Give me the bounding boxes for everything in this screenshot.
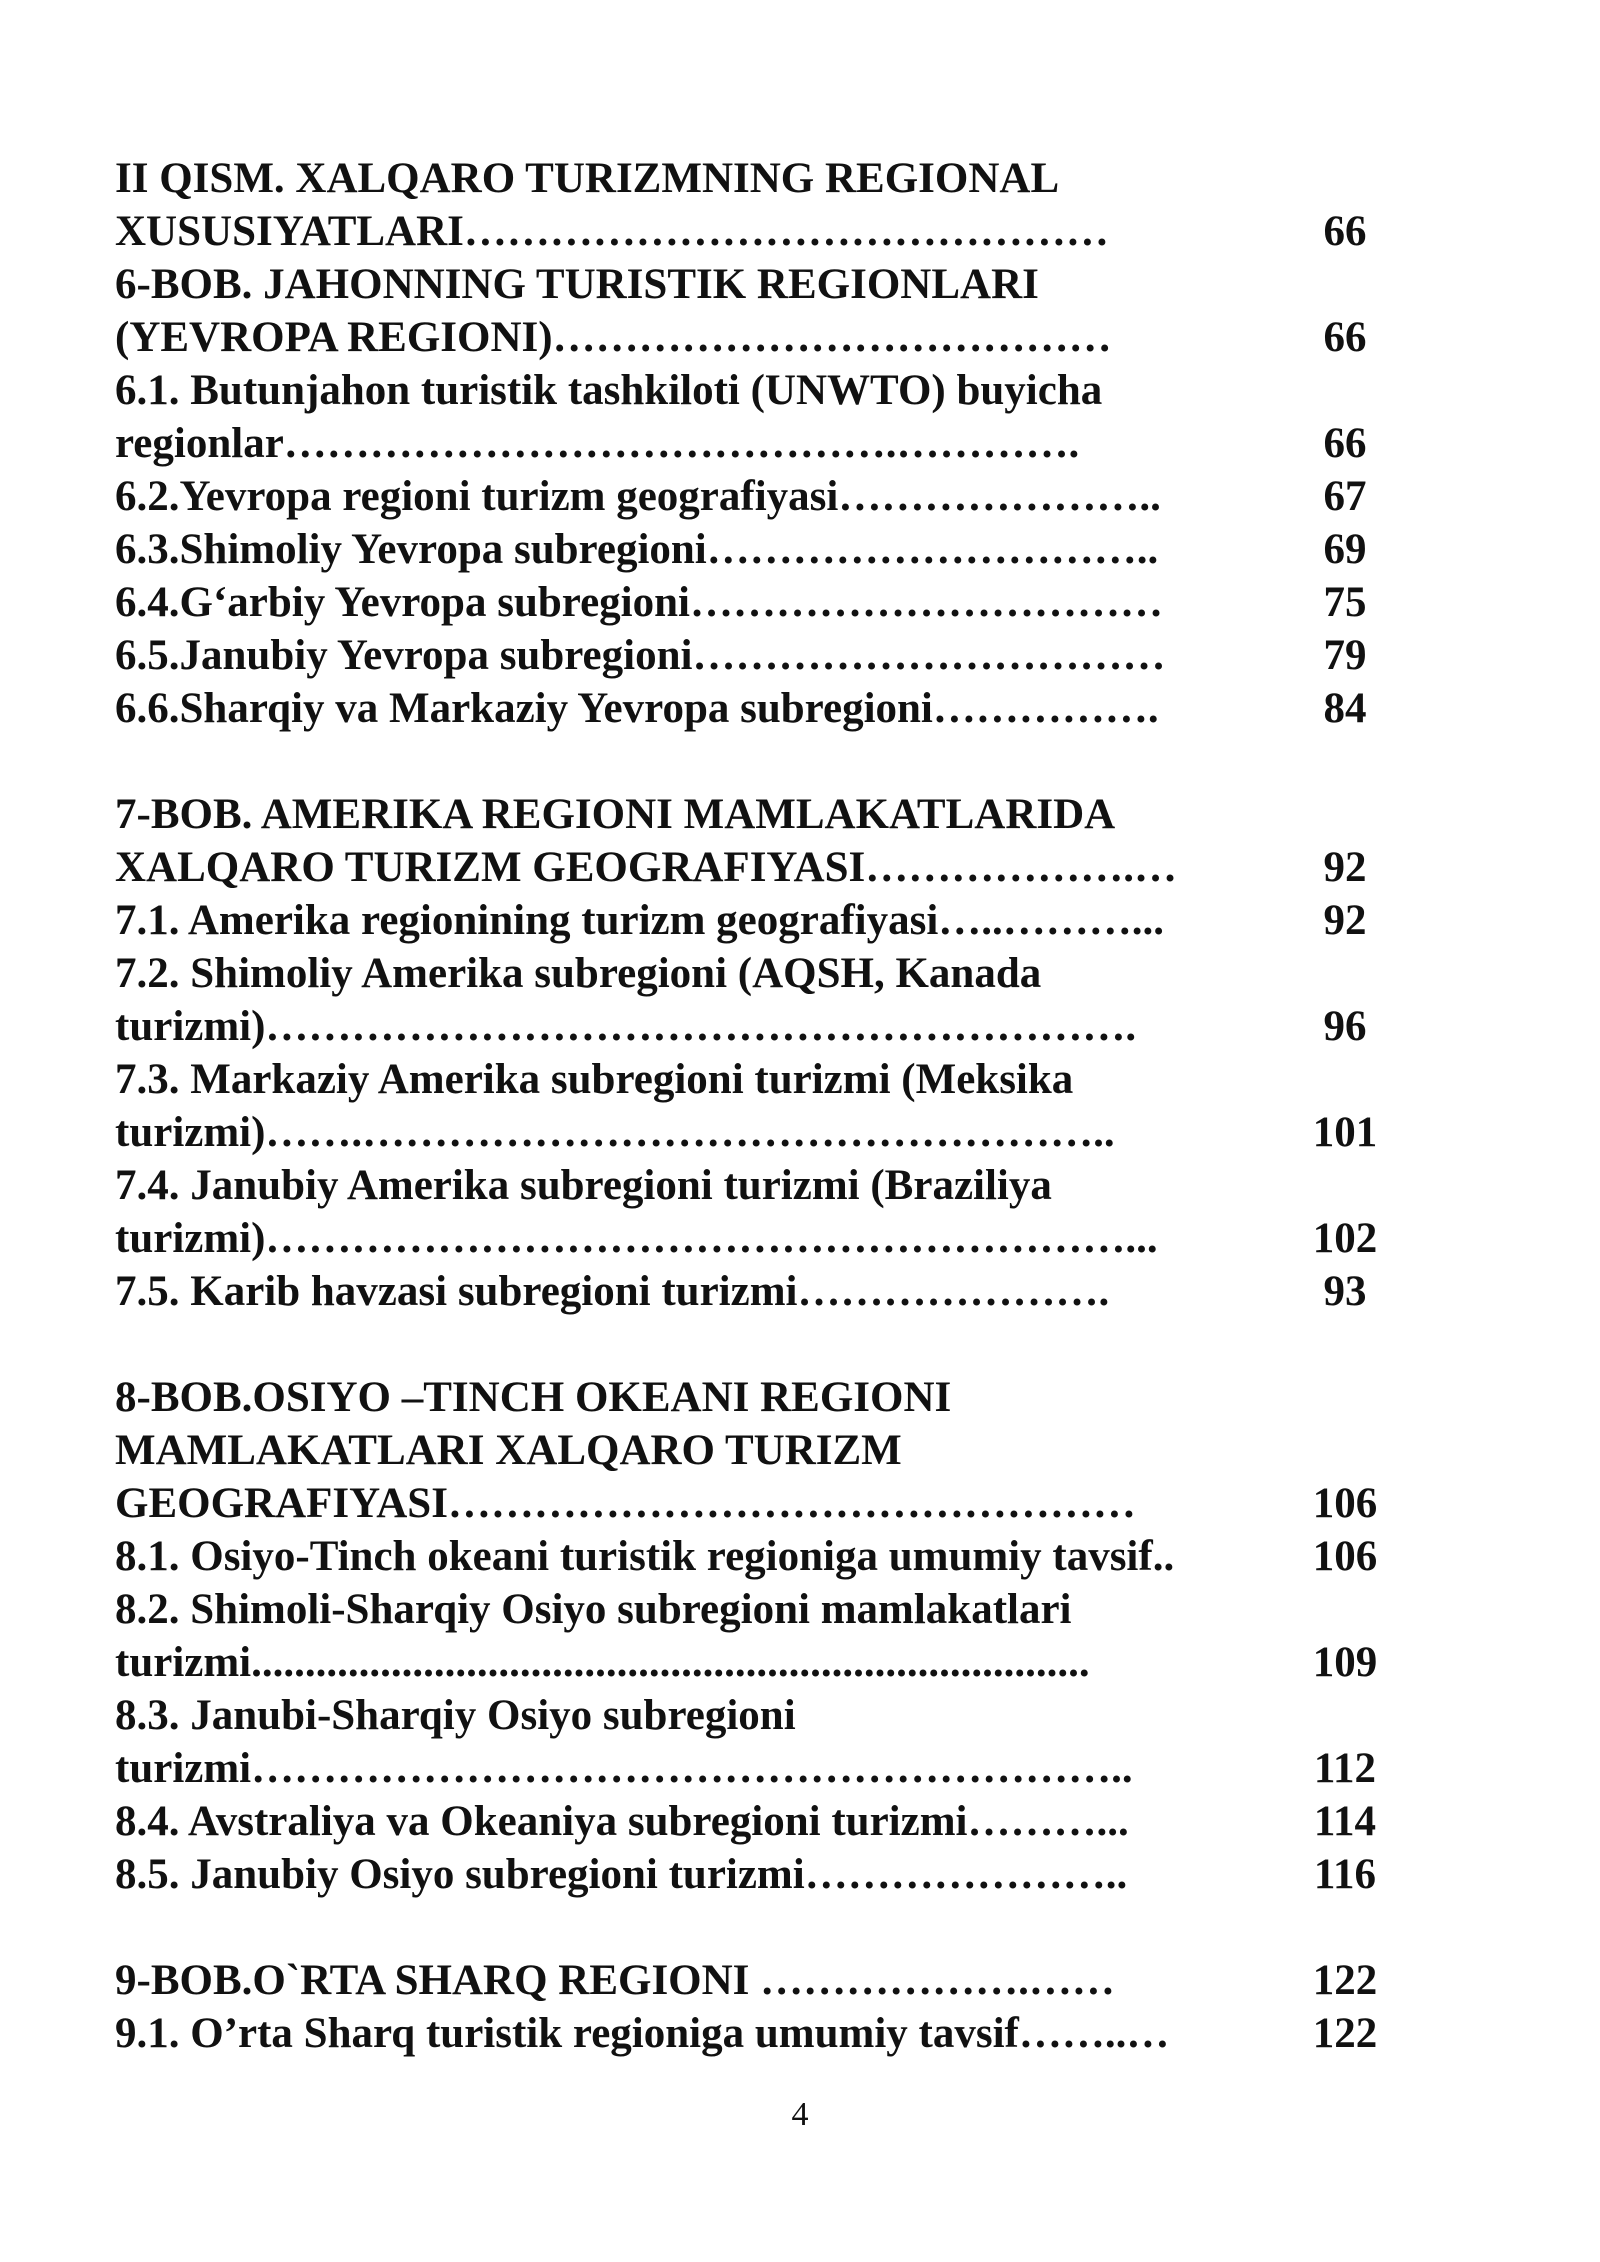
toc-entry — [115, 205, 1385, 258]
toc-entry — [115, 1583, 1385, 1636]
toc-entry — [115, 311, 1385, 364]
toc-entry — [115, 1053, 1385, 1106]
toc-entry-title: 6.4.G‘arbiy Yevropa subregioni…………………………… — [115, 579, 1163, 626]
toc-entry — [115, 1742, 1385, 1795]
toc-entry-title: 6-BOB. JAHONNING TURISTIK REGIONLARI — [115, 261, 1039, 308]
toc-entry — [115, 152, 1385, 205]
toc-entry — [115, 470, 1385, 523]
toc-entry-title: 7.4. Janubiy Amerika subregioni turizmi (Braziliya — [115, 1162, 1052, 1209]
toc-entry — [115, 947, 1385, 1000]
toc-entry-page: 102 — [1312, 1215, 1378, 1262]
toc-entry-page: 114 — [1313, 1798, 1377, 1845]
toc-entry-title: turizmi)…….…………………………………………….. — [115, 1109, 1115, 1156]
toc-entry-page: 93 — [1323, 1268, 1367, 1315]
toc-entry-title: GEOGRAFIYASI………………………………………… — [115, 1480, 1136, 1527]
toc-entry-page: 75 — [1323, 579, 1367, 626]
toc-entry — [115, 258, 1385, 311]
toc-entry — [115, 1424, 1385, 1477]
toc-entry-page: 122 — [1312, 2010, 1378, 2057]
toc-entry-title: XUSUSIYATLARI……………………………………… — [115, 208, 1109, 255]
toc-entry — [115, 788, 1385, 841]
toc-entry-page: 66 — [1323, 420, 1367, 467]
section-gap — [115, 1901, 1385, 1954]
toc-entry-page: 79 — [1323, 632, 1367, 679]
toc-entry — [115, 1636, 1385, 1689]
toc-entry-title: 8.4. Avstraliya va Okeaniya subregioni turizmi………... — [115, 1798, 1129, 1845]
toc-entry-title: (YEVROPA REGIONI)………………………………… — [115, 314, 1112, 361]
toc-entry-title: turizmi.............................................................................. — [115, 1639, 1090, 1686]
toc-entry — [115, 417, 1385, 470]
toc-entry-title: 6.5.Janubiy Yevropa subregioni…………………………… — [115, 632, 1166, 679]
toc-entry — [115, 1265, 1385, 1318]
toc-entry — [115, 1954, 1385, 2007]
toc-entry-page: 67 — [1323, 473, 1367, 520]
toc-entry — [115, 629, 1385, 682]
toc-entry — [115, 682, 1385, 735]
toc-entry-title: 8.2. Shimoli-Sharqiy Osiyo subregioni mamlakatlari — [115, 1586, 1072, 1633]
toc-entry-title: turizmi)……………………………………………………... — [115, 1215, 1158, 1262]
toc-entry-title: 9.1. O’rta Sharq turistik regioniga umumiy tavsif……..… — [115, 2010, 1170, 2057]
toc-entry-page: 92 — [1323, 897, 1367, 944]
toc-entry-page: 101 — [1312, 1109, 1378, 1156]
toc-entry — [115, 1477, 1385, 1530]
toc-entry-title: 8-BOB.OSIYO –TINCH OKEANI REGIONI — [115, 1374, 952, 1421]
toc-entry-title: turizmi…………………………………………………….. — [115, 1745, 1133, 1792]
toc-entry-page: 116 — [1313, 1851, 1377, 1898]
toc-entry-title: 6.2.Yevropa regioni turizm geografiyasi………………….. — [115, 473, 1161, 520]
toc-entry-page: 84 — [1323, 685, 1367, 732]
toc-entry — [115, 1212, 1385, 1265]
toc-entry-title: 7.5. Karib havzasi subregioni turizmi…………………. — [115, 1268, 1110, 1315]
toc-entry — [115, 1000, 1385, 1053]
toc-entry-page: 106 — [1312, 1480, 1378, 1527]
toc-entry-title: 7.1. Amerika regionining turizm geografiyasi…..………... — [115, 897, 1165, 944]
toc-entry-title: 8.3. Janubi-Sharqiy Osiyo subregioni — [115, 1692, 796, 1739]
toc-entry-page: 66 — [1323, 314, 1367, 361]
toc-entry — [115, 1371, 1385, 1424]
toc-entry — [115, 894, 1385, 947]
toc-entry-title: 6.3.Shimoliy Yevropa subregioni………………………….. — [115, 526, 1159, 573]
toc-entry — [115, 1848, 1385, 1901]
section-gap — [115, 735, 1385, 788]
toc-entry-page: 122 — [1312, 1957, 1378, 2004]
section-gap — [115, 1318, 1385, 1371]
toc-entry — [115, 1530, 1385, 1583]
toc-entry — [115, 1689, 1385, 1742]
toc-entry — [115, 841, 1385, 894]
toc-entry-title: regionlar…………………………………….…………. — [115, 420, 1080, 467]
toc-entry-page: 92 — [1323, 844, 1367, 891]
toc-entry-page: 109 — [1312, 1639, 1378, 1686]
toc-entry-page: 112 — [1313, 1745, 1377, 1792]
toc-entry-title: 9-BOB.O`RTA SHARQ REGIONI ……………….…… — [115, 1957, 1115, 2004]
toc-entry-page: 66 — [1323, 208, 1367, 255]
toc-entry-title: 6.1. Butunjahon turistik tashkiloti (UNWTO) buyicha — [115, 367, 1103, 414]
toc-entry-title: 8.1. Osiyo-Tinch okeani turistik regioniga umumiy tavsif.. — [115, 1533, 1175, 1580]
toc-entry-title: 8.5. Janubiy Osiyo subregioni turizmi………………….. — [115, 1851, 1128, 1898]
toc-entry — [115, 576, 1385, 629]
toc-entry-title: MAMLAKATLARI XALQARO TURIZM — [115, 1427, 902, 1474]
toc-entry-page: 96 — [1323, 1003, 1367, 1050]
toc-entry — [115, 1106, 1385, 1159]
page-number: 4 — [791, 2096, 809, 2133]
toc-entry — [115, 523, 1385, 576]
table-of-contents — [115, 152, 1385, 2060]
toc-entry — [115, 1159, 1385, 1212]
toc-entry-title: 7.3. Markaziy Amerika subregioni turizmi (Meksika — [115, 1056, 1074, 1103]
toc-entry-title: II QISM. XALQARO TURIZMNING REGIONAL — [115, 155, 1060, 202]
toc-entry-page: 69 — [1323, 526, 1367, 573]
toc-entry — [115, 1795, 1385, 1848]
toc-entry-page: 106 — [1312, 1533, 1378, 1580]
toc-entry-title: turizmi)……………………………………………………. — [115, 1003, 1137, 1050]
toc-entry — [115, 364, 1385, 417]
toc-entry-title: 7.2. Shimoliy Amerika subregioni (AQSH, Kanada — [115, 950, 1042, 997]
toc-entry-title: 7-BOB. AMERIKA REGIONI MAMLAKATLARIDA — [115, 791, 1116, 838]
toc-entry — [115, 2007, 1385, 2060]
toc-entry-title: 6.6.Sharqiy va Markaziy Yevropa subregioni……………. — [115, 685, 1159, 732]
toc-entry-title: XALQARO TURIZM GEOGRAFIYASI……………….… — [115, 844, 1177, 891]
